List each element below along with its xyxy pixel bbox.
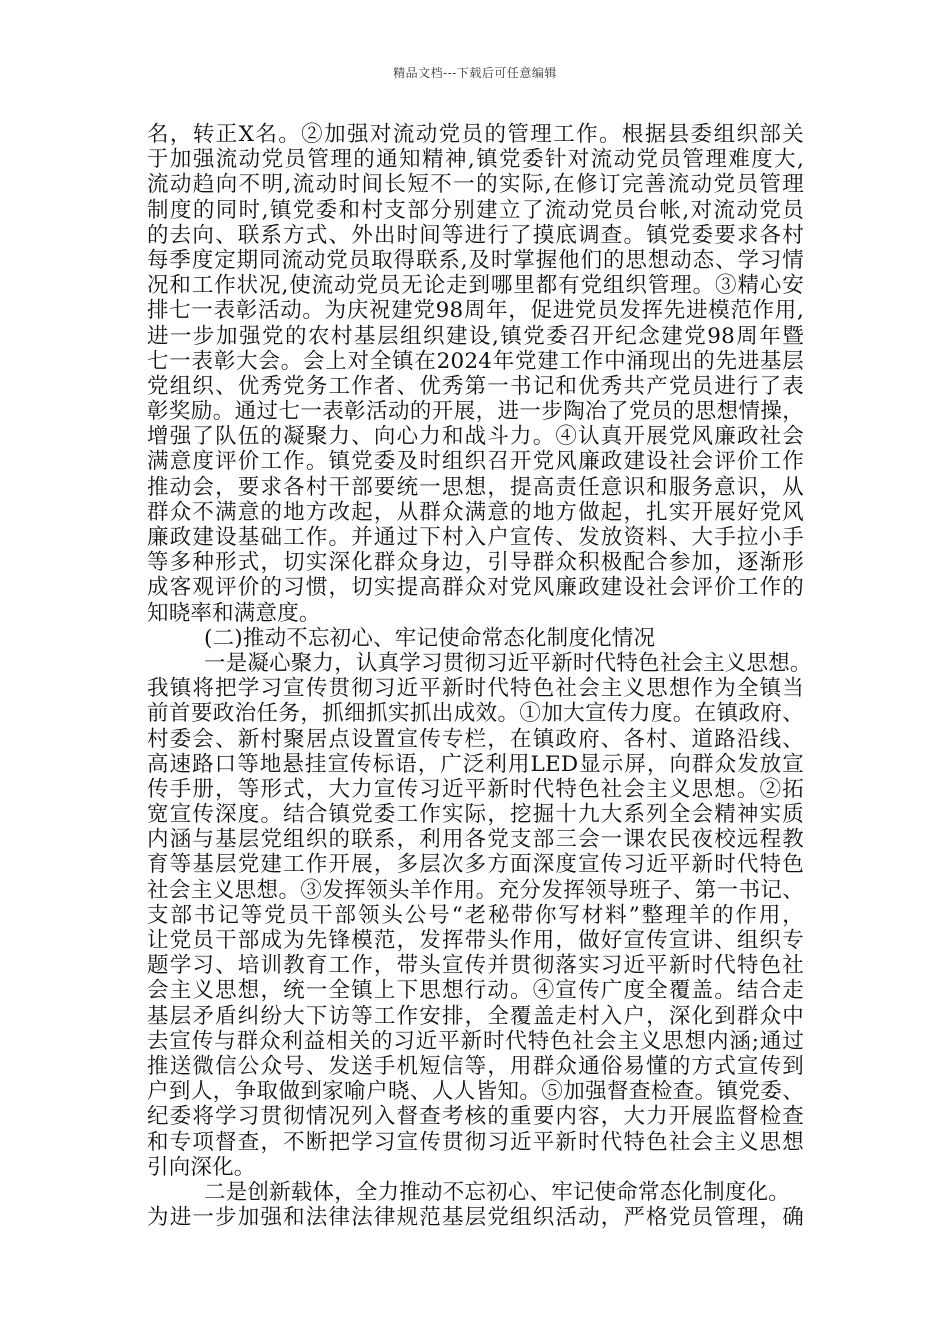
text-line: 七一表彰大会。会上对全镇在2024年党建工作中涌现出的先进基层 <box>147 348 804 374</box>
text-line: 宽宣传深度。结合镇党委工作实际，挖掘十九大系列全会精神实质 <box>147 802 804 828</box>
text-line: 我镇将把学习宣传贯彻习近平新时代特色社会主义思想作为全镇当 <box>147 676 804 702</box>
text-line: 育等基层党建工作开展，多层次多方面深度宣传习近平新时代特色 <box>147 852 804 878</box>
text-line: 等多种形式，切实深化群众身边，引导群众积极配合参加，逐渐形 <box>147 550 804 576</box>
text-line: 村委会、新村聚居点设置宣传专栏，在镇政府、各村、道路沿线、 <box>147 726 804 752</box>
text-line: 推送微信公众号、发送手机短信等，用群众通俗易懂的方式宣传到 <box>147 1053 804 1079</box>
text-line: 前首要政治任务，抓细抓实抓出成效。①加大宣传力度。在镇政府、 <box>147 701 804 727</box>
text-line: 纪委将学习贯彻情况列入督查考核的重要内容，大力开展监督检查 <box>147 1104 804 1130</box>
text-line: 知晓率和满意度。 <box>147 600 321 626</box>
text-line: 去宣传与群众利益相关的习近平新时代特色社会主义思想内涵;通过 <box>147 1028 804 1054</box>
text-line: 一是凝心聚力，认真学习贯彻习近平新时代特色社会主义思想。 <box>204 650 812 676</box>
text-line: 况和工作状况,使流动党员无论走到哪里都有党组织管理。③精心安 <box>147 273 804 299</box>
text-line: 内涵与基层党组织的联系，利用各党支部三会一课农民夜校远程教 <box>147 827 804 853</box>
text-line: 群众不满意的地方改起，从群众满意的地方做起，扎实开展好党风 <box>147 499 804 525</box>
section-heading: (二)推动不忘初心、牢记使命常态化制度化情况 <box>204 625 656 651</box>
text-line: 题学习、培训教育工作，带头宣传并贯彻落实习近平新时代特色社 <box>147 953 804 979</box>
text-line: 推动会，要求各村干部要统一思想，提高责任意识和服务意识，从 <box>147 474 804 500</box>
text-line: 党组织、优秀党务工作者、优秀第一书记和优秀共产党员进行了表 <box>147 373 804 399</box>
text-line: 基层矛盾纠纷大下访等工作安排，全覆盖走村入户，深化到群众中 <box>147 1003 804 1029</box>
text-line: 满意度评价工作。镇党委及时组织召开党风廉政建设社会评价工作 <box>147 449 804 475</box>
text-line: 二是创新载体，全力推动不忘初心、牢记使命常态化制度化。 <box>204 1179 790 1205</box>
text-line: 增强了队伍的凝聚力、向心力和战斗力。④认真开展党风廉政社会 <box>147 424 804 450</box>
text-line: 引向深化。 <box>147 1154 256 1180</box>
text-line: 廉政建设基础工作。并通过下村入户宣传、发放资料、大手拉小手 <box>147 525 804 550</box>
text-line: 让党员干部成为先锋模范，发挥带头作用，做好宣传宣讲、组织专 <box>147 928 804 953</box>
text-line: 名，转正X名。②加强对流动党员的管理工作。根据县委组织部关 <box>147 122 804 147</box>
text-line: 会主义思想，统一全镇上下思想行动。④宣传广度全覆盖。结合走 <box>147 978 804 1004</box>
text-line: 高速路口等地悬挂宣传标语，广泛利用LED显示屏，向群众发放宣 <box>147 751 804 777</box>
text-line: 户到人，争取做到家喻户晓、人人皆知。⑤加强督查检查。镇党委、 <box>147 1079 804 1105</box>
text-line: 彰奖励。通过七一表彰活动的开展，进一步陶冶了党员的思想情操， <box>147 399 804 425</box>
text-line: 制度的同时,镇党委和村支部分别建立了流动党员台帐,对流动党员 <box>147 197 804 223</box>
text-line: 进一步加强党的农村基层组织建设,镇党委召开纪念建党98周年暨 <box>147 323 804 349</box>
text-line: 支部书记等党员干部领头公号“老秘带你写材料”整理羊的作用， <box>147 902 804 928</box>
text-line: 成客观评价的习惯，切实提高群众对党风廉政建设社会评价工作的 <box>147 575 804 601</box>
text-line: 传手册，等形式，大力宣传习近平新时代特色社会主义思想。②拓 <box>147 776 804 802</box>
text-line: 社会主义思想。③发挥领头羊作用。充分发挥领导班子、第一书记、 <box>147 877 804 903</box>
page-header: 精品文档---下载后可任意编辑 <box>393 66 557 80</box>
text-line: 每季度定期同流动党员取得联系,及时掌握他们的思想动态、学习情 <box>147 247 804 273</box>
text-line: 和专项督查，不断把学习宣传贯彻习近平新时代特色社会主义思想 <box>147 1129 804 1155</box>
text-line: 为进一步加强和法律法律规范基层党组织活动，严格党员管理，确 <box>147 1205 804 1231</box>
text-line: 排七一表彰活动。为庆祝建党98周年，促进党员发挥先进模范作用, <box>147 298 804 324</box>
text-line: 于加强流动党员管理的通知精神,镇党委针对流动党员管理难度大, <box>147 147 804 173</box>
document-body <box>147 122 812 1231</box>
text-line: 流动趋向不明,流动时间长短不一的实际,在修订完善流动党员管理 <box>147 172 804 198</box>
text-line: 的去向、联系方式、外出时间等进行了摸底调查。镇党委要求各村 <box>147 222 804 248</box>
